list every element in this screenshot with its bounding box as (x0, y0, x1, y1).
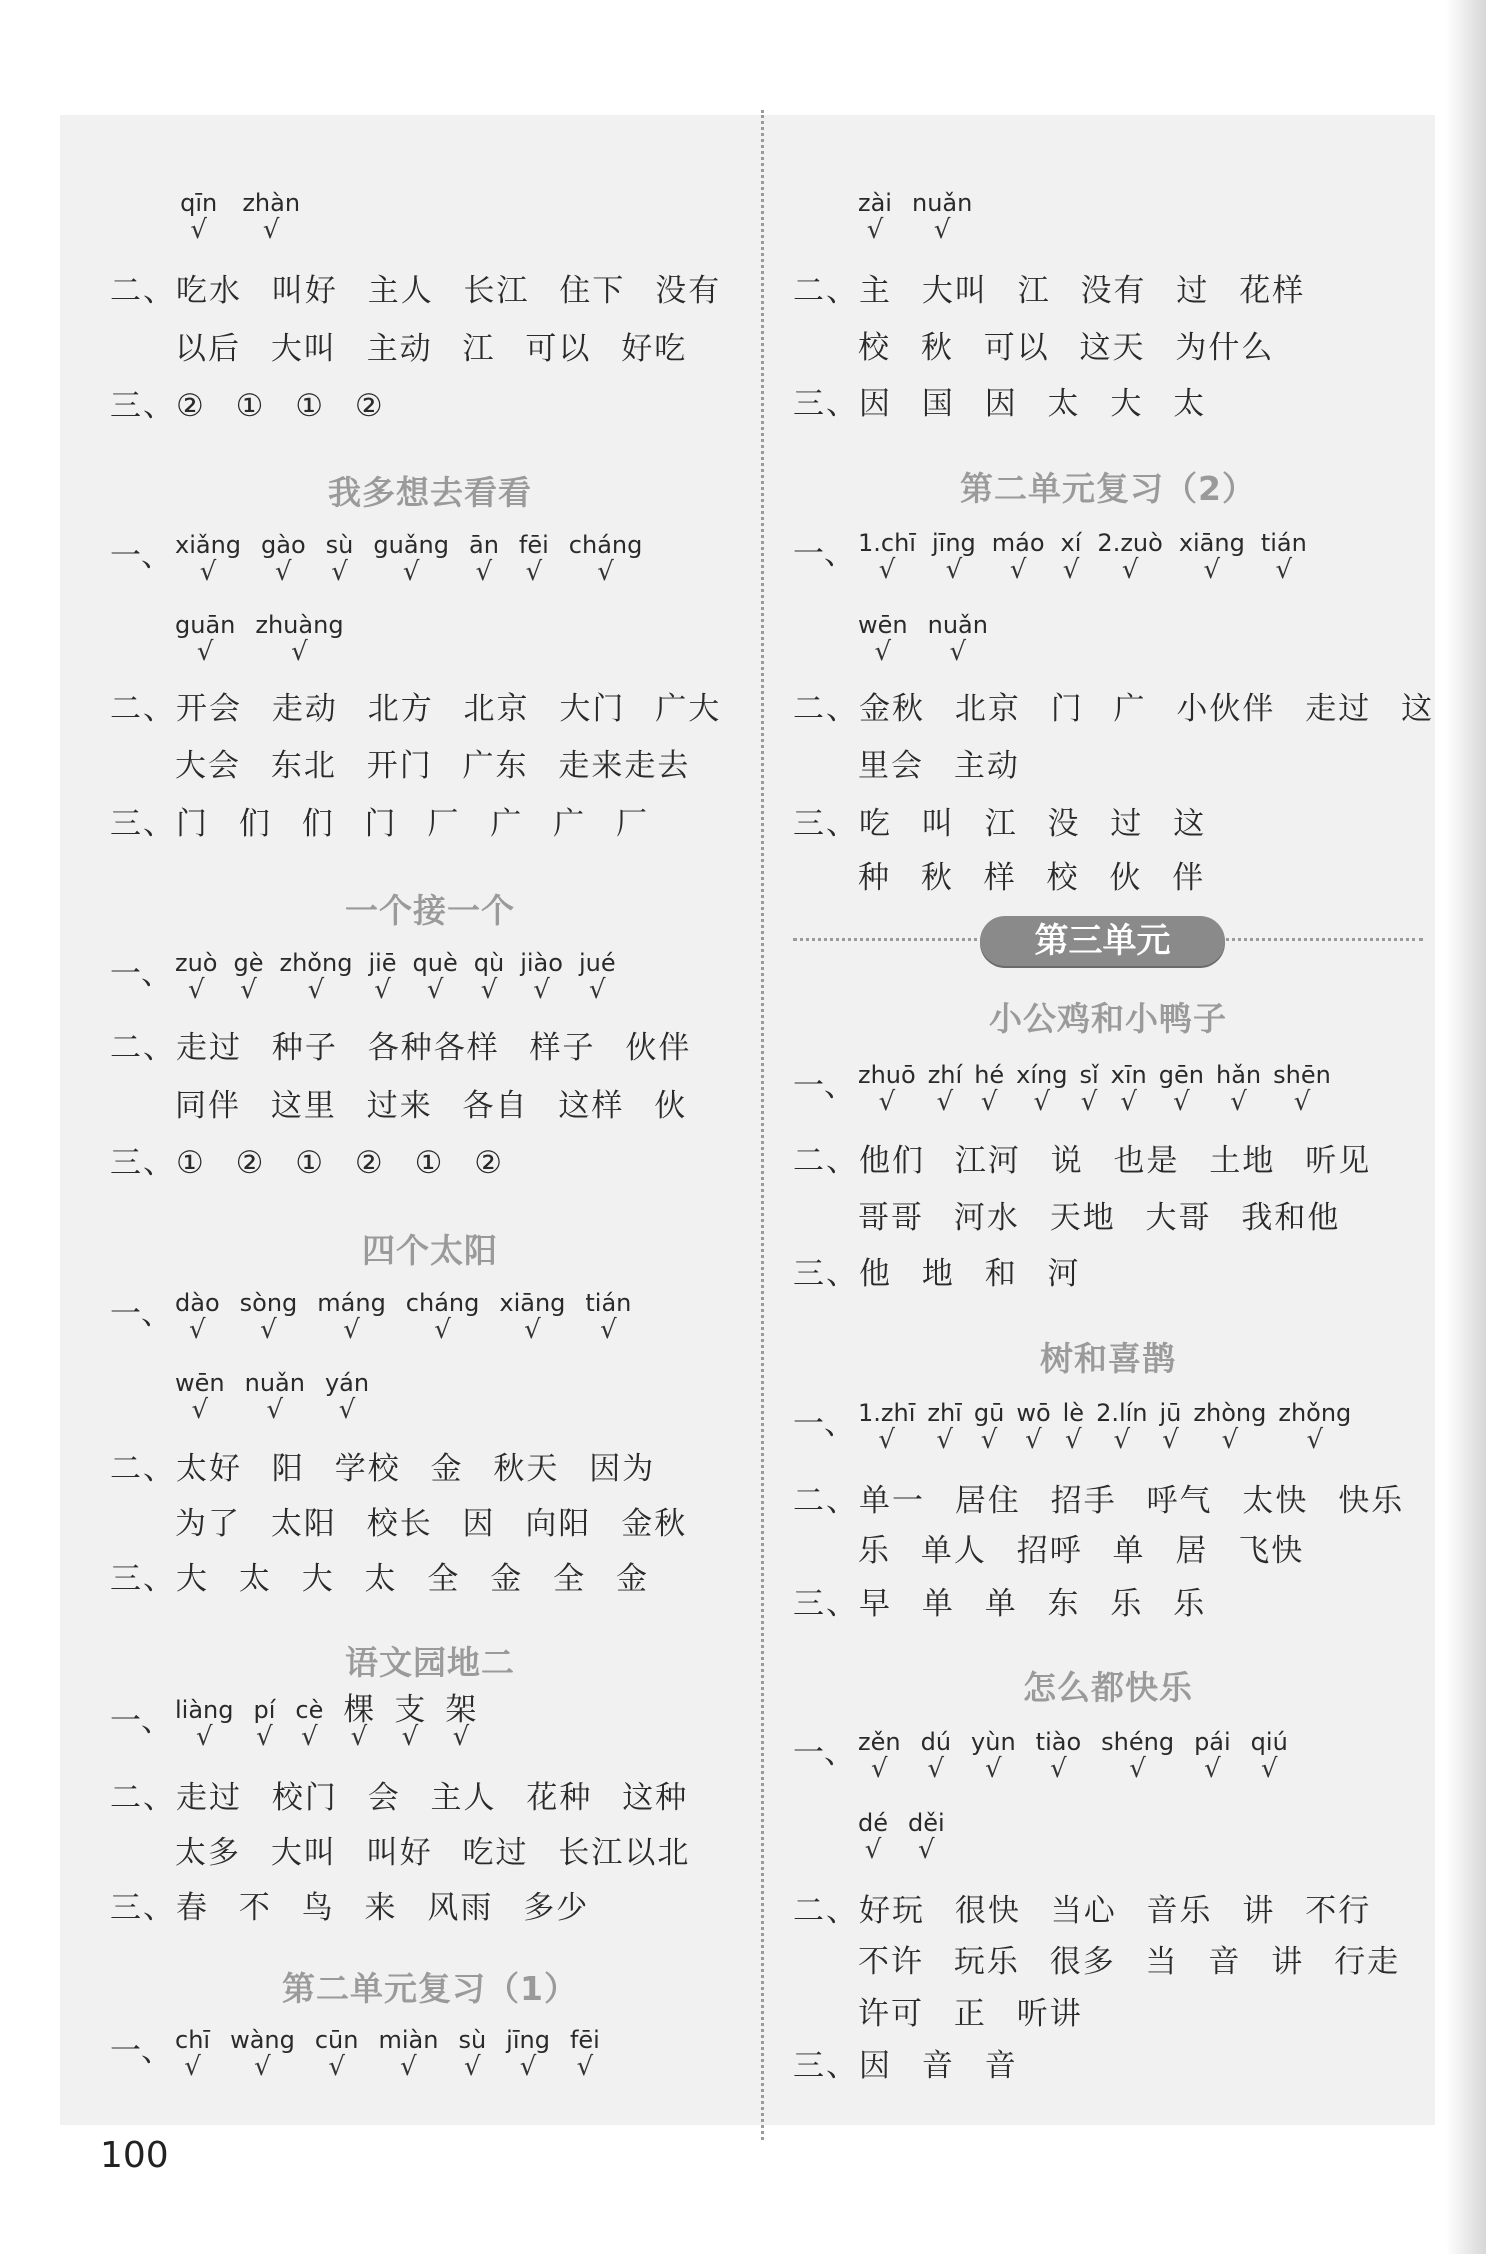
check-mark-icon: √ (1203, 555, 1221, 585)
pinyin: xiǎng (175, 531, 242, 559)
pinyin-item (973, 1398, 1005, 1455)
pinyin-item (520, 948, 563, 1005)
pinyin: xīn (1110, 1061, 1147, 1089)
answer-line: 不许 玩乐 很多 当 音 讲 行走 (858, 1944, 1401, 1980)
check-mark-icon: √ (871, 1754, 888, 1784)
pinyin-item (506, 2025, 550, 2082)
pinyin-item (445, 1692, 477, 1752)
check-mark-icon: √ (1230, 1087, 1247, 1117)
pinyin-item (1194, 1727, 1231, 1784)
check-mark-icon: √ (1009, 555, 1027, 585)
check-mark-icon: √ (1065, 1425, 1082, 1455)
pinyin-item (324, 1368, 370, 1425)
pinyin: wàng (230, 2026, 295, 2054)
pinyin: sǐ (1079, 1061, 1099, 1089)
check-mark-icon: √ (949, 637, 967, 667)
check-mark-icon: √ (240, 975, 257, 1005)
pinyin-item (1260, 528, 1307, 585)
pinyin-row (793, 610, 1008, 667)
check-mark-icon: √ (464, 2052, 481, 2082)
pinyin-item (858, 188, 892, 245)
pinyin-item (911, 188, 973, 245)
pinyin: 1.zhī (858, 1399, 916, 1427)
pinyin: jiē (368, 949, 397, 977)
pinyin: zhí (927, 1061, 963, 1089)
check-mark-icon: √ (350, 1722, 368, 1752)
check-mark-icon: √ (254, 2052, 271, 2082)
column-divider (761, 110, 764, 2140)
answer-line: 三、① ② ① ② ① ② (110, 1145, 505, 1181)
pinyin-item (473, 948, 505, 1005)
pinyin-item (927, 1060, 963, 1117)
check-mark-icon: √ (1129, 1754, 1146, 1784)
check-mark-icon: √ (600, 1315, 617, 1345)
check-mark-icon: √ (936, 1425, 953, 1455)
pinyin: wēn (175, 1369, 225, 1397)
pinyin-item (569, 2025, 600, 2082)
pinyin: zhòng (1193, 1399, 1267, 1427)
pinyin: xíng (1016, 1061, 1068, 1089)
pinyin-item (175, 948, 218, 1005)
check-mark-icon: √ (588, 975, 606, 1005)
pinyin-item (394, 1692, 426, 1752)
check-mark-icon: √ (426, 975, 444, 1005)
pinyin: jīng (506, 2026, 550, 2054)
pinyin-row (793, 188, 992, 245)
pinyin: miàn (378, 2026, 439, 2054)
check-mark-icon: √ (519, 2052, 537, 2082)
check-mark-icon: √ (434, 1315, 451, 1345)
check-mark-icon: √ (597, 557, 614, 587)
unit-title: 第三单元 (980, 916, 1225, 966)
pinyin: zěn (858, 1728, 901, 1756)
pinyin: guǎng (373, 531, 449, 559)
pinyin: cè (295, 1696, 324, 1724)
check-mark-icon: √ (191, 1395, 209, 1425)
pinyin: máo (991, 529, 1045, 557)
pinyin-item (858, 528, 916, 585)
pinyin: jīng (931, 529, 976, 557)
check-mark-icon: √ (878, 1087, 896, 1117)
pinyin-row: 一、 1.zhī √ zhī √ gū √ wō √ lè √ 2.lín √ jū √ zhòng √ zhǒng √ (793, 1399, 1352, 1455)
answer-line: 二、单一 居住 招手 呼气 太快 快乐 (793, 1483, 1405, 1519)
answer-line: 二、走过 种子 各种各样 样子 伙伴 (110, 1030, 692, 1066)
pinyin: yán (324, 1369, 370, 1397)
pinyin: cūn (314, 2026, 359, 2054)
pinyin: què (412, 949, 458, 977)
answer-line: 大会 东北 开门 广东 走来走去 (175, 748, 691, 784)
check-mark-icon: √ (475, 557, 493, 587)
pinyin-item (412, 948, 458, 1005)
pinyin: dào (175, 1289, 220, 1317)
pinyin-row: 一、 dào √ sòng √ máng √ cháng √ xiāng √ tián √ (110, 1289, 632, 1345)
check-mark-icon: √ (1113, 1425, 1131, 1455)
pinyin: xí (1060, 529, 1082, 557)
pinyin: 2.lín (1096, 1399, 1148, 1427)
section-title: 第二单元复习（1） (282, 1969, 578, 2008)
check-mark-icon: √ (301, 1722, 318, 1752)
check-mark-icon: √ (918, 1835, 935, 1865)
pinyin-row (793, 1808, 965, 1865)
pinyin-item (568, 530, 643, 587)
section-title: 第二单元复习（2） (960, 469, 1256, 508)
pinyin-row: 一、 chī √ wàng √ cūn √ miàn √ sù √ jīng √ fēi √ (110, 2026, 600, 2082)
section-title: 四个太阳 (362, 1231, 498, 1270)
pinyin-item (1178, 528, 1245, 585)
pinyin-item (578, 948, 616, 1005)
pinyin-row (110, 1368, 389, 1425)
pinyin: lè (1062, 1399, 1085, 1427)
section-title: 一个接一个 (345, 891, 515, 930)
check-mark-icon: √ (196, 637, 214, 667)
pinyin: 1.chī (858, 529, 916, 557)
pinyin-item (405, 1288, 480, 1345)
pinyin-item (931, 528, 976, 585)
check-mark-icon: √ (189, 1315, 206, 1345)
answer-line: 校 秋 可以 这天 为什么 (858, 330, 1275, 366)
pinyin: gū (973, 1399, 1005, 1427)
pinyin-item (175, 2025, 211, 2082)
pinyin: zhuō (858, 1061, 916, 1089)
pinyin: hǎn (1215, 1061, 1262, 1089)
pinyin-item (1097, 528, 1163, 585)
pinyin-row: 一、 zhuō √ zhí √ hé √ xíng √ sǐ √ xīn √ gēn √ hǎn √ shēn √ (793, 1061, 1331, 1117)
answer-line: 二、走过 校门 会 主人 花种 这种 (110, 1780, 689, 1816)
pinyin-item (858, 1398, 916, 1455)
check-mark-icon: √ (866, 215, 884, 245)
answer-line: 太多 大叫 叫好 吃过 长江以北 (175, 1835, 691, 1871)
answer-line: 同伴 这里 过来 各自 这样 伙 (175, 1088, 688, 1124)
check-mark-icon: √ (1062, 555, 1080, 585)
check-mark-icon: √ (1173, 1087, 1190, 1117)
page-edge (1446, 0, 1486, 2254)
pinyin: máng (317, 1289, 386, 1317)
pinyin: wō (1016, 1399, 1051, 1427)
pinyin: pái (1194, 1728, 1231, 1756)
pinyin-item (1060, 528, 1082, 585)
pinyin-item (1158, 1060, 1204, 1117)
check-mark-icon: √ (256, 1722, 273, 1752)
answer-line: 二、开会 走动 北方 北京 大门 广大 (110, 691, 722, 727)
check-mark-icon: √ (1120, 1087, 1137, 1117)
check-mark-icon: √ (275, 557, 292, 587)
check-mark-icon: √ (985, 1754, 1002, 1784)
check-mark-icon: √ (338, 1395, 356, 1425)
pinyin-row: 一、 1.chī √ jīng √ máo √ xí √ 2.zuò √ xiāng √ tián √ (793, 529, 1307, 585)
pinyin-item (1096, 1398, 1148, 1455)
answer-line: 以后 大叫 主动 江 可以 好吃 (175, 331, 688, 367)
check-mark-icon: √ (402, 557, 420, 587)
pinyin-item (1016, 1060, 1068, 1117)
section-title: 语文园地二 (345, 1643, 515, 1682)
pinyin: qiú (1250, 1728, 1288, 1756)
pinyin: zuò (175, 949, 218, 977)
check-mark-icon: √ (400, 2052, 417, 2082)
pinyin-item (858, 1727, 901, 1784)
check-mark-icon: √ (262, 215, 280, 245)
pinyin-item (373, 530, 449, 587)
pinyin: chī (175, 2026, 211, 2054)
pinyin-item (279, 948, 353, 1005)
pinyin: liàng (175, 1696, 234, 1724)
pinyin-item (230, 2025, 295, 2082)
pinyin: sòng (239, 1289, 298, 1317)
pinyin: shéng (1101, 1728, 1175, 1756)
pinyin: zài (858, 189, 892, 217)
check-mark-icon: √ (199, 557, 217, 587)
pinyin: nuǎn (244, 1369, 305, 1397)
check-mark-icon: √ (980, 1087, 998, 1117)
answer-line: 三、门 们 们 门 厂 广 广 厂 (110, 806, 649, 842)
pinyin: děi (908, 1809, 945, 1837)
pinyin-item (233, 948, 264, 1005)
pinyin-item (1250, 1727, 1288, 1784)
pinyin-item (585, 1288, 632, 1345)
pinyin-item (175, 1288, 220, 1345)
pinyin-item (1159, 1398, 1182, 1455)
answer-line: 三、因 国 因 太 大 太 (793, 386, 1207, 422)
pinyin-item (253, 1695, 276, 1752)
pinyin: gào (261, 531, 306, 559)
pinyin-item (908, 1808, 945, 1865)
check-mark-icon: √ (1050, 1754, 1067, 1784)
pinyin: tián (585, 1289, 632, 1317)
pinyin-item (368, 948, 397, 1005)
section-title: 树和喜鹊 (1040, 1339, 1176, 1378)
pinyin: xiāng (499, 1289, 566, 1317)
pinyin: wēn (858, 611, 908, 639)
answer-line: 二、太好 阳 学校 金 秋天 因为 (110, 1451, 656, 1487)
check-mark-icon: √ (1293, 1087, 1311, 1117)
check-mark-icon: √ (874, 637, 892, 667)
check-mark-icon: √ (307, 975, 325, 1005)
pinyin-item (175, 1695, 234, 1752)
pinyin-item (927, 1398, 962, 1455)
check-mark-icon: √ (190, 215, 207, 245)
answer-line: 为了 太阳 校长 因 向阳 金秋 (175, 1506, 688, 1542)
answer-line: 二、他们 江河 说 也是 土地 听见 (793, 1143, 1372, 1179)
pinyin-item (175, 530, 242, 587)
pinyin-item (1278, 1398, 1352, 1455)
pinyin-item (317, 1288, 386, 1345)
section-title: 小公鸡和小鸭子 (989, 999, 1227, 1038)
pinyin: dú (920, 1728, 952, 1756)
pinyin-item (343, 1692, 375, 1752)
answer-line: 三、② ① ① ② (110, 388, 385, 424)
pinyin-item (325, 530, 354, 587)
pinyin: zhǒng (1278, 1399, 1352, 1427)
pinyin-item (314, 2025, 359, 2082)
pinyin-item (499, 1288, 566, 1345)
answer-line: 三、早 单 单 东 乐 乐 (793, 1586, 1207, 1622)
pinyin: gè (233, 949, 264, 977)
pinyin-row: 一、 liàng √ pí √ cè √ 棵 √ 支 √ 架 √ (110, 1692, 477, 1752)
check-mark-icon: √ (1204, 1754, 1221, 1784)
check-mark-icon: √ (374, 975, 391, 1005)
pinyin-item (858, 610, 908, 667)
pinyin-item (927, 610, 988, 667)
check-mark-icon: √ (480, 975, 498, 1005)
check-mark-icon: √ (525, 557, 543, 587)
pinyin-row: 一、 zěn √ dú √ yùn √ tiào √ shéng √ pái √ qiú √ (793, 1728, 1288, 1784)
check-mark-icon: √ (328, 2052, 345, 2082)
pinyin-item (1273, 1060, 1331, 1117)
answer-line: 里会 主动 (858, 748, 1020, 784)
pinyin: sù (458, 2026, 487, 2054)
pinyin: 支 (394, 1692, 426, 1728)
check-mark-icon: √ (187, 975, 205, 1005)
pinyin: 架 (445, 1692, 477, 1728)
check-mark-icon: √ (1033, 1087, 1051, 1117)
answer-line: 许可 正 听讲 (858, 1996, 1083, 2032)
check-mark-icon: √ (401, 1722, 419, 1752)
pinyin-item (1101, 1727, 1175, 1784)
answer-line: 种 秋 样 校 伙 伴 (858, 860, 1206, 896)
pinyin-item (1215, 1060, 1262, 1117)
answer-line: 二、主 大叫 江 没有 过 花样 (793, 273, 1306, 309)
pinyin: fēi (518, 531, 549, 559)
pinyin-row: 一、 zuò √ gè √ zhǒng √ jiē √ què √ qù √ jiào √ jué √ (110, 949, 616, 1005)
pinyin: pí (253, 1696, 276, 1724)
check-mark-icon: √ (1306, 1425, 1324, 1455)
pinyin-item (458, 2025, 487, 2082)
pinyin-row: 一、 xiǎng √ gào √ sù √ guǎng √ ān √ fēi √ cháng √ (110, 531, 643, 587)
pinyin: fēi (569, 2026, 600, 2054)
pinyin-item (858, 1060, 916, 1117)
pinyin-item (1079, 1060, 1099, 1117)
check-mark-icon: √ (452, 1722, 470, 1752)
answer-line: 二、吃水 叫好 主人 长江 住下 没有 (110, 273, 722, 309)
check-mark-icon: √ (1080, 1087, 1098, 1117)
pinyin: jué (578, 949, 616, 977)
pinyin: zhǒng (279, 949, 353, 977)
answer-line: 三、因 音 音 (793, 2048, 1018, 2084)
pinyin: hé (974, 1061, 1005, 1089)
pinyin: cháng (405, 1289, 480, 1317)
pinyin: jiào (520, 949, 563, 977)
check-mark-icon: √ (878, 555, 896, 585)
check-mark-icon: √ (195, 1722, 213, 1752)
pinyin-item (991, 528, 1045, 585)
pinyin-item (920, 1727, 952, 1784)
pinyin: guān (175, 611, 236, 639)
answer-line: 三、他 地 和 河 (793, 1256, 1081, 1292)
pinyin: qīn (180, 189, 218, 217)
check-mark-icon: √ (1275, 555, 1293, 585)
pinyin: zhàn (242, 189, 301, 217)
check-mark-icon: √ (945, 555, 963, 585)
check-mark-icon: √ (936, 1087, 954, 1117)
answer-line: 哥哥 河水 天地 大哥 我和他 (858, 1200, 1341, 1236)
pinyin-row (110, 610, 364, 667)
pinyin-item (239, 1288, 298, 1345)
pinyin-item (1110, 1060, 1147, 1117)
pinyin-item (518, 530, 549, 587)
check-mark-icon: √ (927, 1754, 945, 1784)
pinyin: sù (325, 531, 354, 559)
pinyin: shēn (1273, 1061, 1331, 1089)
pinyin-item (261, 530, 306, 587)
pinyin: gēn (1158, 1061, 1204, 1089)
check-mark-icon: √ (576, 2052, 594, 2082)
pinyin: yùn (971, 1728, 1016, 1756)
answer-line: 三、大 太 大 太 全 金 全 金 (110, 1561, 649, 1597)
check-mark-icon: √ (1162, 1425, 1179, 1455)
pinyin-item (244, 1368, 305, 1425)
check-mark-icon: √ (1221, 1425, 1239, 1455)
pinyin-item (1062, 1398, 1085, 1455)
pinyin: nuǎn (911, 189, 973, 217)
check-mark-icon: √ (878, 1425, 895, 1455)
check-mark-icon: √ (331, 557, 348, 587)
check-mark-icon: √ (1025, 1425, 1042, 1455)
check-mark-icon: √ (933, 215, 951, 245)
section-title: 我多想去看看 (328, 473, 532, 512)
pinyin: xiāng (1178, 529, 1245, 557)
check-mark-icon: √ (533, 975, 550, 1005)
check-mark-icon: √ (266, 1395, 284, 1425)
check-mark-icon: √ (1121, 555, 1139, 585)
pinyin-item (1035, 1727, 1082, 1784)
pinyin-item (175, 1368, 225, 1425)
answer-line: 二、好玩 很快 当心 音乐 讲 不行 (793, 1893, 1372, 1929)
page-number: 100 (100, 2135, 169, 2176)
pinyin-item (858, 1808, 888, 1865)
pinyin: tián (1260, 529, 1307, 557)
section-title: 怎么都快乐 (1023, 1668, 1193, 1707)
pinyin: ān (468, 531, 499, 559)
pinyin-item (1193, 1398, 1267, 1455)
pinyin: zhuàng (255, 611, 344, 639)
pinyin: jū (1159, 1399, 1182, 1427)
pinyin-item (295, 1695, 324, 1752)
pinyin-item (378, 2025, 439, 2082)
answer-line: 乐 单人 招呼 单 居 飞快 (858, 1533, 1305, 1569)
pinyin-row (110, 188, 320, 245)
pinyin-item (175, 610, 236, 667)
pinyin-item (1016, 1398, 1051, 1455)
answer-line: 三、吃 叫 江 没 过 这 (793, 806, 1207, 842)
check-mark-icon: √ (291, 637, 308, 667)
check-mark-icon: √ (980, 1425, 998, 1455)
pinyin-item (974, 1060, 1005, 1117)
pinyin-item (255, 610, 344, 667)
pinyin: 2.zuò (1097, 529, 1163, 557)
pinyin-item (971, 1727, 1016, 1784)
check-mark-icon: √ (524, 1315, 541, 1345)
answer-line: 二、金秋 北京 门 广 小伙伴 走过 这 (793, 691, 1435, 727)
pinyin-item (468, 530, 499, 587)
pinyin: 棵 (343, 1692, 375, 1728)
pinyin: nuǎn (927, 611, 988, 639)
check-mark-icon: √ (260, 1315, 277, 1345)
pinyin: tiào (1035, 1728, 1082, 1756)
pinyin: dé (858, 1809, 888, 1837)
check-mark-icon: √ (343, 1315, 360, 1345)
answer-line: 三、春 不 鸟 来 风雨 多少 (110, 1890, 590, 1926)
pinyin: zhī (927, 1399, 962, 1427)
check-mark-icon: √ (864, 1835, 882, 1865)
pinyin: qù (473, 949, 505, 977)
check-mark-icon: √ (1260, 1754, 1278, 1784)
check-mark-icon: √ (184, 2052, 201, 2082)
pinyin: cháng (568, 531, 643, 559)
